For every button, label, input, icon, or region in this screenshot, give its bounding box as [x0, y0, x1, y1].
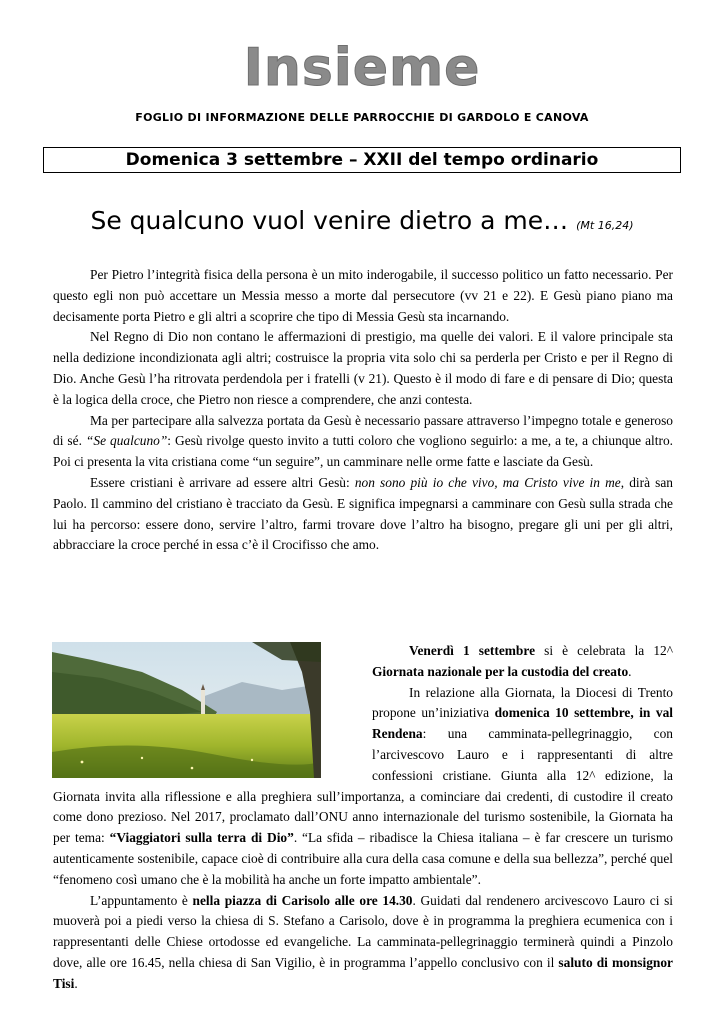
date-banner: Domenica 3 settembre – XXII del tempo ordinario	[43, 147, 681, 173]
text-run: . Guidati dal rendenero arcivescovo Lauro ci si muoverà poi a piedi verso la chiesa di S. Stefano a Carisolo, dove è in programma la preghiera ecumenica con i rappresentanti delle Chiese ortodosse ed evangeliche. La camminata-pellegrinaggio terminerà quindi a Pinzolo dove, alle ore 16.45, nella chiesa di San Vigilio, è in programma l’appello conclusivo con il	[53, 892, 674, 970]
headline-reference: (Mt 16,24)	[576, 219, 634, 232]
text-run: : Gesù rivolge questo invito a tutti coloro che vogliono seguirlo: a me, a te, a chiunque altro. Poi ci presenta la vita cristiana come “un seguire”, un camminare nelle orme fatte e lasciate da Gesù.	[53, 433, 673, 470]
text-run: , dirà san Paolo. Il cammino del cristiano è tracciato da Gesù. E significa impegnarsi a camminare con Gesù sulla strada che lui ha percorso: essere dono, servire l’altro, farmi trovare dove l’altro ha bisogno, pregare gli uni per gli altri, abbracciare la croce perché in essa c’è il Crocifisso che amo.	[53, 474, 673, 553]
masthead-subtitle: FOGLIO DI INFORMAZIONE DELLE PARROCCHIE DI GARDOLO E CANOVA	[135, 111, 589, 124]
gospel-reflection-article	[53, 265, 673, 556]
paragraph: Per Pietro l’integrità fisica della persona è un mito inderogabile, il successo politico un fatto necessario. Per questo egli non può accettare un Messia messo a morte dal persecutore (vv 21 e 22). E Gesù piano piano ma decisamente porta Pietro e gli altri a scoprire che tipo di Messia Gesù sta incarnando.	[53, 267, 673, 324]
text-run: : una camminata-pellegrinaggio, con l’arcivescovo Lauro e i rappresentanti di altre confessioni cristiane. Giunta alla 12^ edizione, la Giornata invita alla riflessione e alla preghiera sull’importanza, a cominciare dai credenti, di custodire il creato come dono prezioso. Nel 2017, proclamato dall’ONU anno internazionale del turismo sostenibile, la Giornata ha per tema:	[53, 726, 673, 846]
text-run: .	[628, 663, 632, 679]
bold-text: Giornata nazionale per la custodia del creato	[372, 663, 629, 679]
bold-text: saluto di monsignor Tisi	[53, 954, 673, 991]
paragraph	[53, 891, 673, 995]
photo-spacer	[53, 641, 322, 781]
headline-text: Se qualcuno vuol venire dietro a me…	[90, 206, 569, 235]
text-run: . “La sfida – ribadisce la Chiesa italiana – è far crescere un turismo autenticamente sostenibile, capace cioè di contribuire alla cura della casa comune e della sua bellezza”, perché quel “fenomeno così umano che è la mobilità ha anche un forte impatto ambientale”.	[53, 830, 673, 887]
text-run: In relazione alla Giornata, la Diocesi di Trento propone un’iniziativa	[372, 684, 673, 721]
bold-text: “Viaggiatori sulla terra di Dio”	[109, 830, 294, 846]
bold-text: Venerdì 1 settembre	[409, 643, 536, 658]
text-run: Essere cristiani è arrivare ad essere altri Gesù:	[90, 474, 355, 490]
article-headline	[0, 206, 724, 235]
paragraph	[53, 411, 673, 473]
creation-day-article	[53, 641, 673, 995]
text-run: si è celebrata la 12^	[535, 643, 673, 658]
text-run: L’appuntamento è	[90, 892, 193, 908]
masthead-title: Insieme	[243, 38, 481, 98]
bold-text: nella piazza di Carisolo alle ore 14.30	[192, 892, 413, 908]
text-run: .	[74, 975, 78, 991]
quote-text: “Se qualcuno”	[85, 433, 168, 449]
bold-text: domenica 10 settembre, in val Rendena	[372, 705, 673, 742]
text-run: Ma per partecipare alla salvezza portata da Gesù è necessario passare attraverso l’impegno totale e generoso di sé.	[53, 412, 673, 449]
paragraph: Nel Regno di Dio non contano le affermazioni di prestigio, ma quelle dei valori. E il valore principale sta nella dedizione incondizionata agli altri; costruisce la propria vita solo chi sa perderla per Cristo e per il Regno di Dio. Anche Gesù l’ha ritrovata perdendola per i fratelli (v 21). Questo è il modo di fare e di pensare di Dio; questa è la logica della croce, che Pietro non riesce a comprendere, che anzi contesta.	[53, 329, 673, 407]
quote-text: non sono più io che vivo, ma Cristo vive in me	[354, 474, 621, 490]
paragraph	[53, 473, 673, 556]
